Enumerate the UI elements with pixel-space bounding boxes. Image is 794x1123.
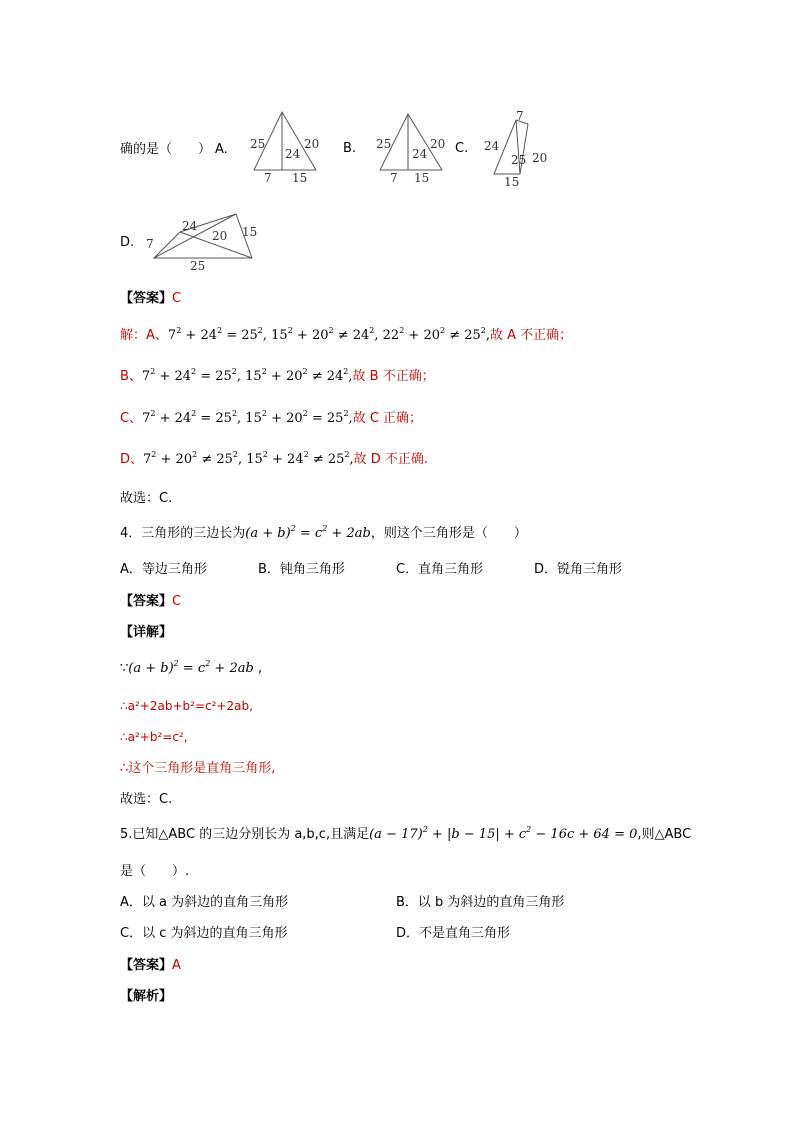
q5-option-a: A．以 a 为斜边的直角三角形: [120, 895, 289, 910]
fig-a-label-b2: 15: [292, 171, 308, 185]
q5-option-c: C．以 c 为斜边的直角三角形: [120, 926, 288, 941]
fig-d-label-right: 15: [242, 225, 258, 239]
q3-solution-d: D、$7^2 + 20^2 \ne 25^2$, $15^2 + 24^2 \ne 25^2$,故 D 不正确.: [120, 450, 429, 467]
fig-a-label-left: 25: [250, 137, 266, 151]
fig-c-label-right: 20: [532, 151, 548, 165]
fig-c-label-left: 24: [484, 139, 500, 153]
q5-answer: 【答案】A: [120, 958, 181, 973]
fig-a-label-right: 20: [304, 137, 320, 151]
fig-a-label-b1: 7: [264, 171, 272, 185]
fig-a-label-mid: 24: [285, 147, 301, 161]
q5-stem-cont: 是（ ）.: [120, 864, 190, 879]
q4-option-c: C．直角三角形: [396, 562, 484, 577]
q4-option-d: D．锐角三角形: [534, 562, 623, 577]
fig-d-label-mid: 20: [212, 229, 228, 243]
fig-b-label-b1: 7: [390, 171, 398, 185]
figure-option-a: [248, 108, 328, 190]
q3-answer: 【答案】C: [120, 291, 182, 306]
q4-detail-heading: 【详解】: [120, 625, 173, 640]
q3-stem-tail: 确的是（ ） A.: [120, 142, 228, 157]
q4-option-b: B．钝角三角形: [258, 562, 345, 577]
q5-analysis-heading: 【解析】: [120, 989, 173, 1004]
q4-step-4: ∴这个三角形是直角三角形,: [120, 761, 276, 776]
q4-step-2: ∴a²+2ab+b²=c²+2ab,: [120, 699, 253, 713]
q5-option-d: D．不是直角三角形: [396, 926, 511, 941]
q4-step-1: ∵(a + $b)^2 = c^2 + 2ab$ ,: [120, 659, 263, 676]
figure-option-d: [140, 208, 270, 278]
q3-choose: 故选：C.: [120, 491, 173, 506]
q5-stem: 5.已知△ABC 的三边分别长为 a,b,c,且满足$(a - 17)^2 + |b - 15| + c^2 - 16c + 64 = 0$,则△ABC: [120, 825, 692, 842]
q4-option-a: A．等边三角形: [120, 562, 207, 577]
fig-d-label-top: 24: [182, 219, 198, 233]
q4-answer: 【答案】C: [120, 594, 182, 609]
fig-c-label-bottom: 15: [504, 175, 520, 189]
q3-solution-b: B、$7^2 + 24^2 = 25^2$, $15^2 + 20^2 \ne 24^2$,故 B 不正确；: [120, 367, 435, 384]
fig-b-label-mid: 24: [412, 147, 428, 161]
fig-b-label-right: 20: [430, 137, 446, 151]
q3-option-b-label: B.: [343, 141, 357, 156]
fig-c-label-mid: 25: [511, 153, 527, 167]
q3-solution-a: 解：A、$7^2 + 24^2 = 25^2$, $15^2 + 20^2 \ne 24^2$, $22^2 + 20^2 \ne 25^2$,故 A 不正确；: [120, 326, 573, 343]
q3-option-c-label: C.: [455, 141, 469, 156]
fig-d-label-bottom: 25: [190, 259, 206, 273]
fig-b-label-left: 25: [376, 137, 392, 151]
figure-option-c: [480, 108, 552, 194]
fig-d-label-left: 7: [146, 237, 154, 251]
q3-solution-c: C、$7^2 + 24^2 = 25^2$, $15^2 + 20^2 = 25^2$,故 C 正确；: [120, 409, 423, 426]
q4-choose: 故选：C.: [120, 792, 173, 807]
q5-option-b: B．以 b 为斜边的直角三角形: [396, 895, 565, 910]
fig-b-label-b2: 15: [414, 171, 430, 185]
q4-stem: 4．三角形的三边长为$(a + b)^2 = c^2 + 2ab$，则这个三角形是（ ）: [120, 524, 527, 541]
q3-option-d-label: D.: [120, 235, 135, 250]
figure-option-b: [374, 108, 454, 190]
fig-c-label-top: 7: [516, 109, 524, 123]
q4-step-3: ∴a²+b²=c²,: [120, 730, 188, 744]
